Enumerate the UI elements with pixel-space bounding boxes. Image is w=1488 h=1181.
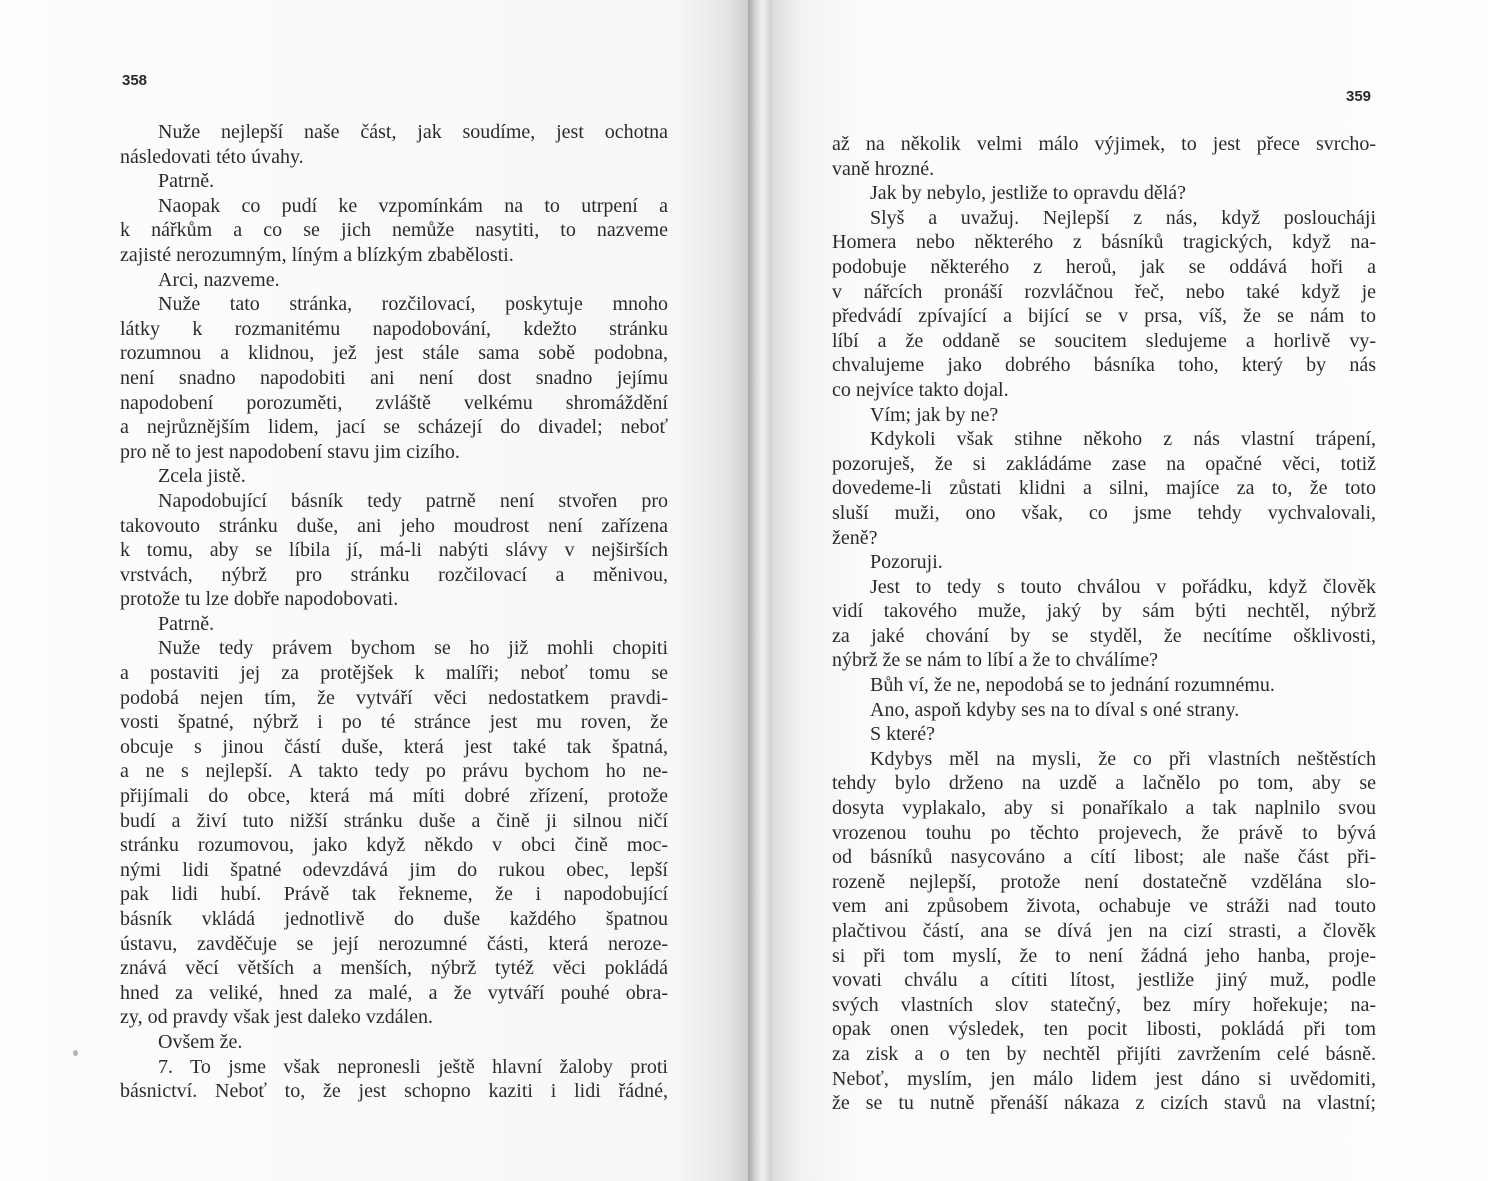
text-line: Pozoruji.	[870, 551, 943, 574]
text-line: nými lidi špatné odevzdává jim do rukou obec, lepší	[120, 858, 668, 881]
text-line: že se tu nutně přenáší nákaza z cizích stavů na vlastní;	[832, 1092, 1376, 1115]
book-gutter	[748, 0, 772, 1181]
text-line: zajisté nerozumným, líným a blízkým zbabělosti.	[120, 243, 514, 266]
page-number-right: 359	[1346, 88, 1372, 105]
text-line: dovedeme-li zůstati klidni a silni, majíce za to, že toto	[832, 477, 1376, 500]
text-line: nýbrž že se nám to líbí a že to chválíme?	[832, 649, 1158, 672]
text-line: Jak by nebylo, jestliže to opravdu dělá?	[870, 182, 1187, 205]
text-line: za zisk a o ten by nechtěl přijíti zavržením celé básně.	[832, 1042, 1376, 1065]
text-line: a nejrůznějším lidem, jací se scházejí do divadel; neboť	[120, 416, 668, 439]
text-line: hned za veliké, hned za malé, a že vytváří pouhé obra-	[120, 981, 668, 1004]
text-line: od básníků nasycováno a cítí libost; ale naše část při-	[832, 846, 1376, 869]
text-line: Napodobující básník tedy patrně není stvořen pro	[158, 489, 668, 512]
text-line: Nuže nejlepší naše část, jak soudíme, jest ochotna	[158, 121, 668, 143]
text-line: zy, od pravdy však jest daleko vzdálen.	[120, 1006, 434, 1029]
text-line: chvalujeme jako dobrého básníka toho, který by nás	[832, 354, 1376, 377]
text-line: vovati chválu a cítiti lítost, jestliže jiný muž, podle	[832, 969, 1376, 992]
text-line: Kdykoli však stihne někoho z nás vlastní trápení,	[870, 428, 1376, 451]
text-line: k nářkům a co se jich nemůže nasytiti, to nazveme	[120, 219, 668, 242]
text-line: znává věcí větších a menších, nýbrž tytéž věci pokládá	[120, 957, 668, 980]
text-line: obcuje s jinou částí duše, která jest také tak špatná,	[120, 735, 668, 758]
text-line: Nuže tato stránka, rozčilovací, poskytuje mnoho	[158, 293, 668, 316]
text-line: Ovšem že.	[158, 1030, 243, 1053]
text-line: Arci, nazveme.	[158, 268, 280, 291]
text-line: si při tom myslí, že to není žádná jeho hanba, proje-	[832, 944, 1376, 967]
text-line: tehdy bylo drženo na uzdě a lačnělo po tom, aby se	[832, 772, 1376, 795]
text-line: S které?	[870, 723, 935, 746]
text-line: opak onen výsledek, ten pocit libosti, pokládá při tom	[832, 1018, 1376, 1041]
left-page-text	[120, 120, 668, 1104]
text-line: v nářcích pronáší rozvláčnou řeč, nebo také když je	[832, 280, 1376, 303]
text-line: Neboť, myslím, jen málo lidem jest dáno si uvědomiti,	[832, 1067, 1376, 1090]
text-line: takovouto stránku duše, ani jeho moudrost není zařízena	[120, 514, 668, 537]
text-line: sluší muži, ono však, co jsme tehdy vychvalovali,	[832, 501, 1376, 524]
text-line: básník vkládá jednotlivě do duše každého špatnou	[120, 908, 668, 930]
text-line: líbí a že oddaně se soucitem sledujeme a horlivě vy-	[832, 329, 1376, 352]
text-line: k tomu, aby se líbila jí, má-li nabýti slávy v nejširších	[120, 539, 668, 562]
text-line: není snadno napodobiti ani není dost snadno jejímu	[120, 366, 668, 389]
text-line: rozumnou a klidnou, jež jest stále sama sobě podobna,	[120, 342, 668, 365]
text-line: a ne s nejlepší. A takto tedy po právu bychom ho ne-	[120, 760, 668, 783]
right-page-text	[832, 132, 1376, 1116]
text-line: pozoruješ, že si zakládáme zase na opačné věci, totiž	[832, 452, 1376, 475]
text-line: podobá nejen tím, že vytváří věci nedostatkem pravdi-	[120, 686, 668, 709]
ink-speck	[73, 1050, 78, 1056]
text-line: svých vlastních slov statečný, bez míry hořekuje; na-	[832, 993, 1376, 1016]
text-line: 7. To jsme však nepronesli ještě hlavní žaloby proti	[158, 1055, 668, 1078]
text-line: Slyš a uvažuj. Nejlepší z nás, když posloucháji	[870, 206, 1376, 229]
text-line: podobuje některého z heroů, jak se oddává hoři a	[832, 255, 1376, 278]
text-line: plačtivou částí, ana se dívá jen na cizí strasti, a člověk	[832, 920, 1376, 942]
text-line: Patrně.	[158, 170, 215, 193]
text-line: Nuže tedy právem bychom se ho již mohli chopiti	[158, 637, 668, 660]
text-line: vosti špatné, nýbrž i po té stránce jest mu roven, že	[120, 711, 668, 734]
text-line: vrstvách, nýbrž pro stránku rozčilovací a měnivou,	[120, 563, 668, 586]
text-line: dosyta vyplakalo, aby si ponaříkalo a tak naplnilo svou	[832, 797, 1376, 820]
text-line: vidí takového muže, jaký by sám býti nechtěl, nýbrž	[832, 600, 1376, 623]
text-line: co nejvíce takto dojal.	[832, 378, 1009, 401]
text-line: básnictví. Neboť to, že jest schopno kaziti i lidi řádné,	[120, 1080, 668, 1103]
text-line: vrozenou touhu po těchto projevech, že právě to bývá	[832, 821, 1376, 844]
right-page	[772, 0, 1488, 1181]
text-line: Zcela jistě.	[158, 465, 246, 488]
text-line: napodobení porozuměti, zvláště velkému shromáždění	[120, 391, 668, 414]
text-line: Bůh ví, že ne, nepodobá se to jednání rozumnému.	[870, 674, 1275, 697]
text-line: Patrně.	[158, 612, 215, 635]
text-line: pak lidi hubí. Právě tak řekneme, že i napodobující	[120, 883, 668, 906]
text-line: protože tu lze dobře napodobovati.	[120, 588, 399, 611]
text-line: rozeně nejlepší, protože není dostatečně vzdělána slo-	[832, 870, 1376, 893]
text-line: až na několik velmi málo výjimek, to jest přece svrcho-	[832, 133, 1376, 155]
text-line: vem ani způsobem života, ochabuje ve stráži nad touto	[832, 895, 1376, 918]
text-line: Vím; jak by ne?	[870, 403, 999, 426]
text-line: Jest to tedy s touto chválou v pořádku, když člověk	[870, 575, 1376, 598]
text-line: budí a živí tuto nižší stránku duše a čině ji silnou ničí	[120, 809, 668, 832]
text-line: za jaké chování by se styděl, že necítíme ošklivosti,	[832, 624, 1376, 647]
text-line: látky k rozmanitému napodobování, kdežto stránku	[120, 317, 668, 340]
text-line: stránku rozumovou, jako když někdo v obci čině moc-	[120, 834, 668, 857]
text-line: pro ně to jest napodobení stavu jim cizího.	[120, 440, 460, 463]
page-number-left: 358	[122, 72, 148, 89]
text-line: následovati této úvahy.	[120, 145, 304, 168]
text-line: ženě?	[832, 526, 878, 549]
text-line: přijímali do obce, která má míti dobré zřízení, protože	[120, 785, 668, 808]
text-line: Kdybys měl na mysli, že co při vlastních neštěstích	[870, 747, 1376, 770]
text-line: vaně hrozné.	[832, 157, 935, 180]
text-line: Homera nebo některého z básníků tragických, když na-	[832, 231, 1376, 254]
text-line: ústavu, zavděčuje se její nerozumné části, která neroze-	[120, 932, 668, 955]
text-line: Naopak co pudí ke vzpomínkám na to utrpení a	[158, 194, 668, 217]
text-line: Ano, aspoň kdyby ses na to díval s oné strany.	[870, 698, 1240, 721]
text-line: předvádí zpívající a bijící se v prsa, víš, že se nám to	[832, 305, 1376, 328]
text-line: a postaviti jej za protějšek k malíři; neboť tomu se	[120, 662, 668, 685]
